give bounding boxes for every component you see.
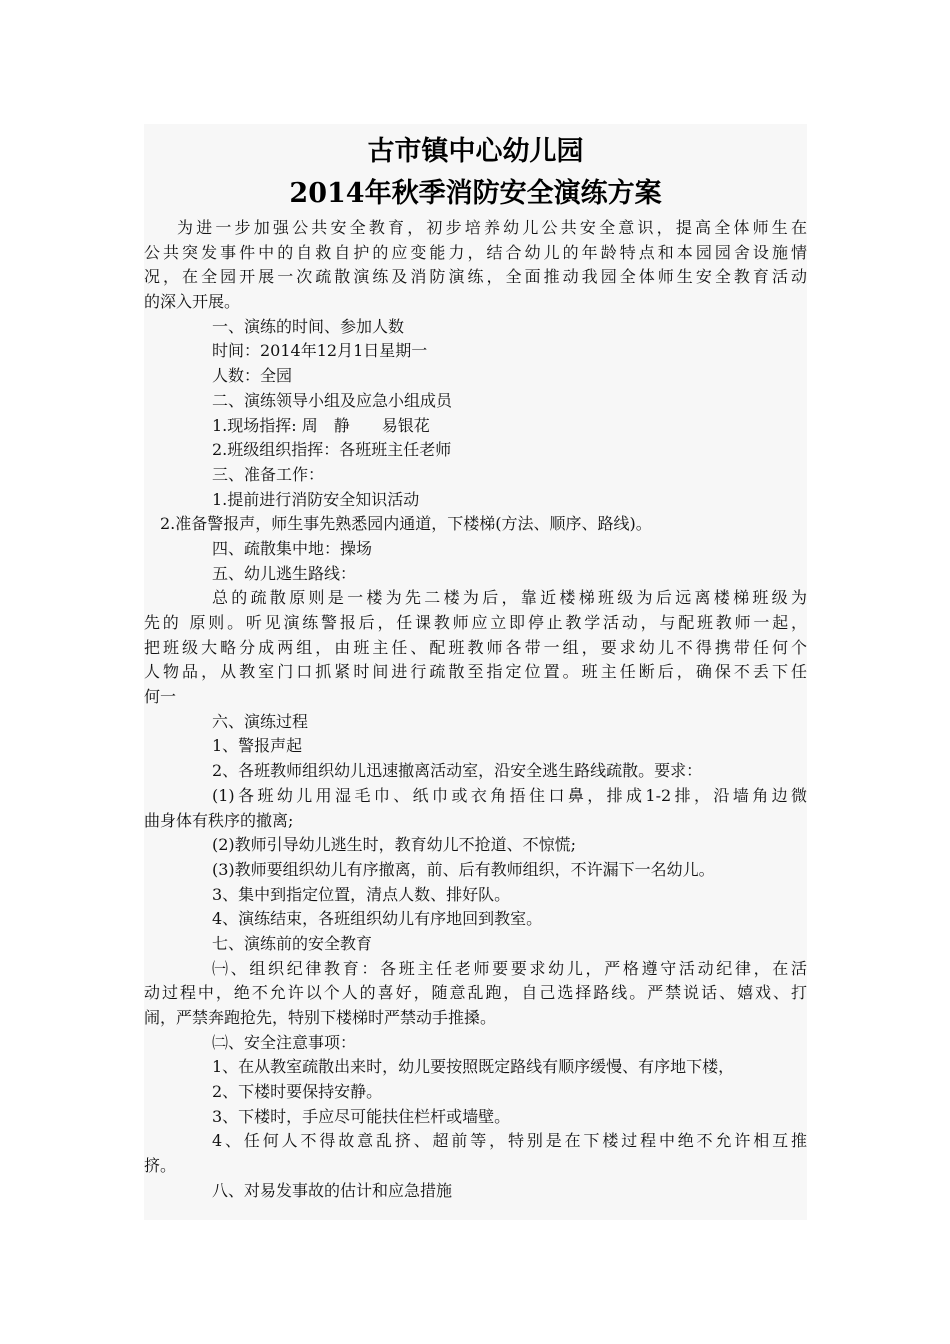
text-line: 为进一步加强公共安全教育，初步培养幼儿公共安全意识，提高全体师生在 xyxy=(177,218,807,237)
text-line: 二、演练领导小组及应急小组成员 xyxy=(212,390,453,410)
text-line: 4、任何人不得故意乱挤、超前等，特别是在下楼过程中绝不允许相互推 xyxy=(212,1131,807,1151)
text-line: ㈠、组织纪律教育：各班主任老师要要求幼儿，严格遵守活动纪律，在活 xyxy=(212,958,807,978)
text-line: 三、准备工作： xyxy=(212,464,325,484)
text-line: 先的 原则。听见演练警报后，任课教师应立即停止教学活动，与配班教师一起， xyxy=(144,613,807,632)
text-line: 人数：全园 xyxy=(212,366,293,386)
text-line: 闹，严禁奔跑抢先，特别下楼梯时严禁动手推搡。 xyxy=(144,1008,497,1027)
text-line: 四、疏散集中地：操场 xyxy=(212,538,373,558)
text-line: 1、警报声起 xyxy=(212,736,303,756)
text-line: 五、幼儿逃生路线： xyxy=(212,563,357,583)
text-line: (1)各班幼儿用湿毛巾、纸巾或衣角捂住口鼻，排成1-2排，沿墙角边微 xyxy=(212,785,807,805)
text-line: (2)教师引导幼儿逃生时，教育幼儿不抢道、不惊慌; xyxy=(212,835,577,855)
text-line: 七、演练前的安全教育 xyxy=(212,933,373,953)
text-line: 1、在从教室疏散出来时，幼儿要按照既定路线有顺序缓慢、有序地下楼， xyxy=(212,1057,735,1077)
text-line: 4、演练结束，各班组织幼儿有序地回到教室。 xyxy=(212,909,543,929)
text-line: 总的疏散原则是一楼为先二楼为后，靠近楼梯班级为后远离楼梯班级为 xyxy=(212,588,807,608)
text-line: 曲身体有秩序的撤离; xyxy=(144,810,294,830)
document-body xyxy=(144,216,807,1204)
text-line: 2.准备警报声，师生事先熟悉园内通道，下楼梯(方法、顺序、路线)。 xyxy=(160,514,652,534)
text-line: 时间：2014年12月1日星期一 xyxy=(212,341,428,361)
text-line: 动过程中，绝不允许以个人的喜好，随意乱跑，自己选择路线。严禁说话、嬉戏、打 xyxy=(144,983,807,1003)
text-line: (3)教师要组织幼儿有序撤离，前、后有教师组织，不许漏下一名幼儿。 xyxy=(212,859,715,879)
text-line: 3、集中到指定位置，清点人数、排好队。 xyxy=(212,884,511,904)
text-line: 2.班级组织指挥：各班班主任老师 xyxy=(212,440,452,460)
text-line: 2、各班教师组织幼儿迅速撤离活动室，沿安全逃生路线疏散。要求： xyxy=(212,761,703,781)
text-line: 况，在全园开展一次疏散演练及消防演练，全面推动我园全体师生安全教育活动 xyxy=(144,267,807,287)
text-line: 把班级大略分成两组，由班主任、配班教师各带一组，要求幼儿不得携带任何个 xyxy=(144,637,807,657)
text-line: 1.现场指挥: 周 静 易银花 xyxy=(212,415,430,435)
text-line: 一、演练的时间、参加人数 xyxy=(212,316,405,336)
document-page xyxy=(144,124,807,1220)
text-line: 八、对易发事故的估计和应急措施 xyxy=(212,1180,453,1200)
text-line: 1.提前进行消防安全知识活动 xyxy=(212,489,420,509)
document-title: 古市镇中心幼儿园 xyxy=(367,136,584,167)
text-line: 3、下楼时，手应尽可能扶住栏杆或墙壁。 xyxy=(212,1106,511,1126)
document-subtitle: 2014年秋季消防安全演练方案 xyxy=(289,178,662,209)
text-line: 2、下楼时要保持安静。 xyxy=(212,1082,383,1102)
text-line: 公共突发事件中的自救自护的应变能力，结合幼儿的年龄特点和本园园舍设施情 xyxy=(144,242,807,262)
text-line: 六、演练过程 xyxy=(212,711,309,731)
text-line: 何一 xyxy=(144,687,177,707)
text-line: 挤。 xyxy=(144,1156,177,1176)
text-line: 人物品，从教室门口抓紧时间进行疏散至指定位置。班主任断后，确保不丢下任 xyxy=(144,662,807,682)
text-line: 的深入开展。 xyxy=(144,292,241,312)
text-line: ㈡、安全注意事项： xyxy=(212,1032,357,1052)
